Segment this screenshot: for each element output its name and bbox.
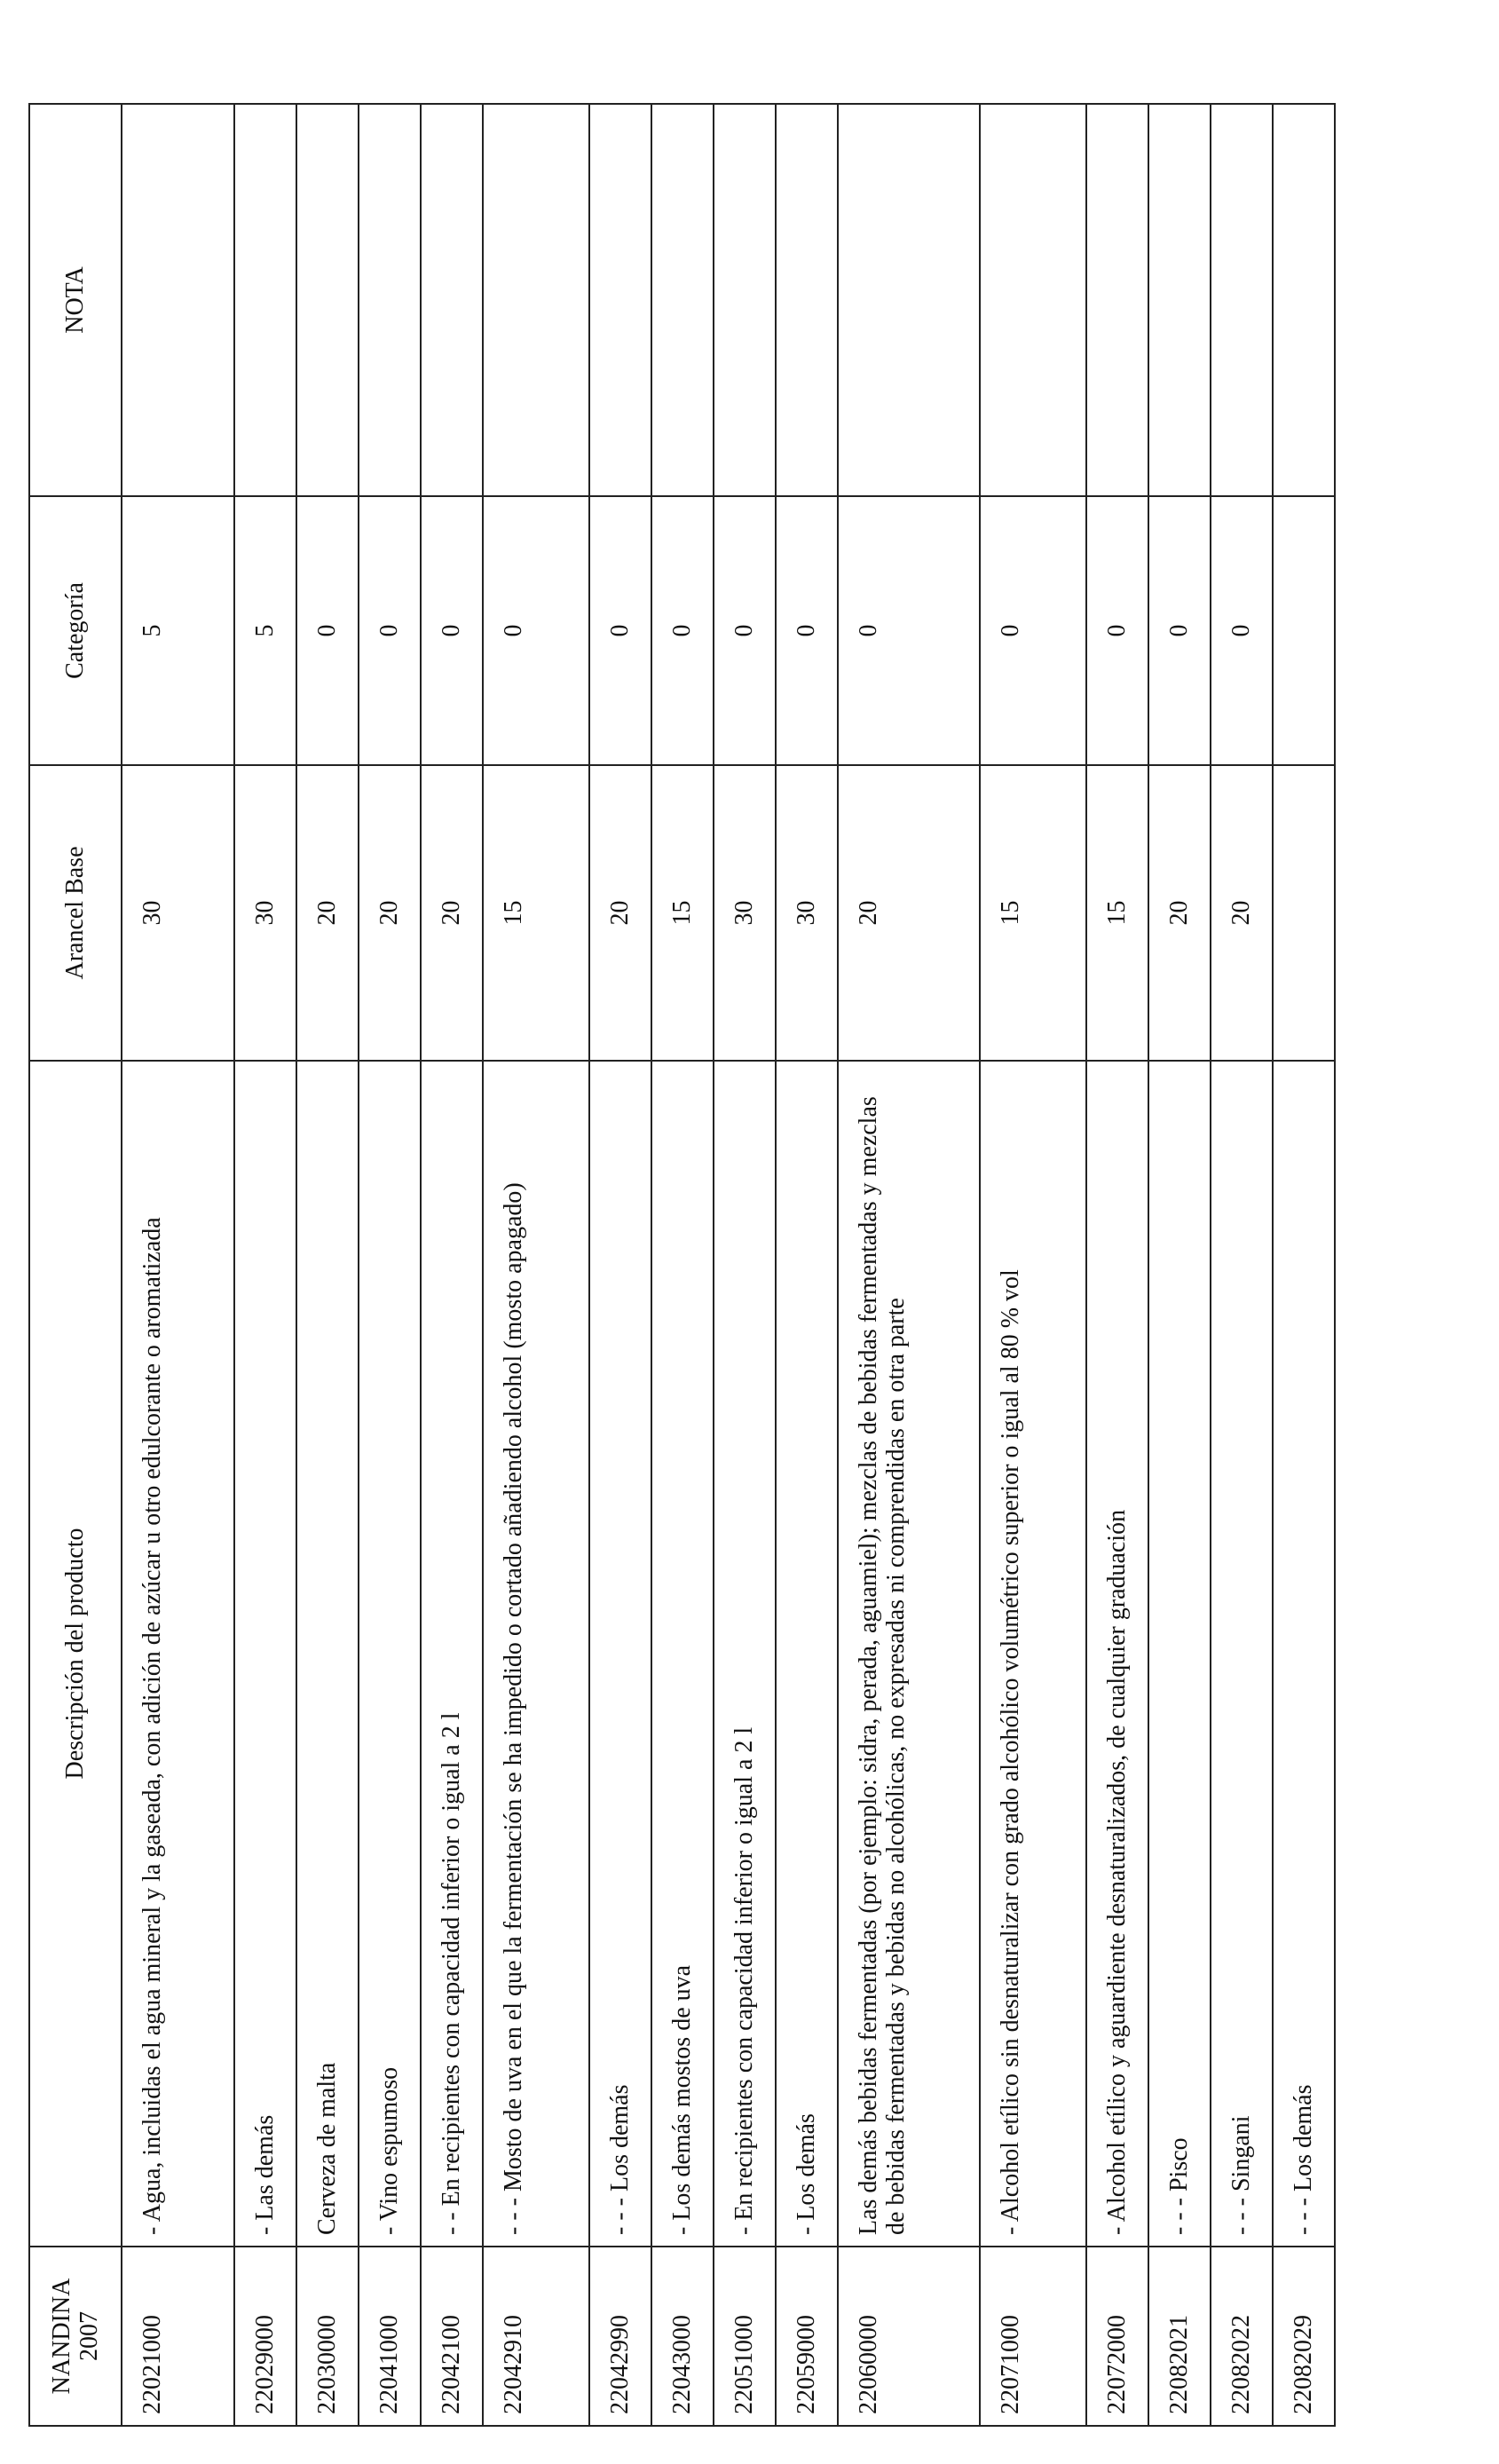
row-code: 22051000: [714, 2247, 776, 2426]
row-base-rate: 30: [122, 765, 234, 1061]
row-description: Cerveza de malta: [296, 1061, 359, 2247]
row-category: 0: [776, 496, 838, 765]
row-category: 0: [1086, 496, 1148, 765]
table-row: [1148, 104, 1211, 2426]
row-category: 0: [1148, 496, 1211, 765]
row-description: - - - Mosto de uva en el que la fermentación se ha impedido o cortado añadiendo alcohol (mosto apagado): [483, 1061, 589, 2247]
table-row: [980, 104, 1086, 2426]
row-code: 22042910: [483, 2247, 589, 2426]
tariff-table: [28, 103, 1336, 2427]
table-row: [234, 104, 296, 2426]
row-code: 22042990: [589, 2247, 651, 2426]
row-description: - - - Singani: [1211, 1061, 1273, 2247]
row-description: - Alcohol etílico y aguardiente desnaturalizados, de cualquier graduación: [1086, 1061, 1148, 2247]
row-description: - - - Los demás: [1273, 1061, 1335, 2247]
row-note: [421, 104, 483, 496]
row-code: 22042100: [421, 2247, 483, 2426]
row-category: 0: [359, 496, 421, 765]
row-description: - Los demás: [776, 1061, 838, 2247]
row-code: 22082029: [1273, 2247, 1335, 2426]
row-code: 22021000: [122, 2247, 234, 2426]
row-base-rate: 20: [1211, 765, 1273, 1061]
row-note: [980, 104, 1086, 496]
row-base-rate: 15: [1086, 765, 1148, 1061]
row-base-rate: [1273, 765, 1335, 1061]
row-category: 0: [589, 496, 651, 765]
table-row: [1086, 104, 1148, 2426]
row-category: 0: [651, 496, 714, 765]
row-note: [1148, 104, 1211, 496]
table-row: [1211, 104, 1273, 2426]
row-category: 0: [421, 496, 483, 765]
row-base-rate: 15: [483, 765, 589, 1061]
table-row: [359, 104, 421, 2426]
table-row: [122, 104, 234, 2426]
row-note: [1273, 104, 1335, 496]
row-description: - - - Los demás: [589, 1061, 651, 2247]
table-row: [296, 104, 359, 2426]
table-row: [483, 104, 589, 2426]
row-note: [122, 104, 234, 496]
row-base-rate: 20: [296, 765, 359, 1061]
row-description: - En recipientes con capacidad inferior o igual a 2 l: [714, 1061, 776, 2247]
row-base-rate: 20: [589, 765, 651, 1061]
row-base-rate: 30: [714, 765, 776, 1061]
row-category: 0: [483, 496, 589, 765]
row-code: 22043000: [651, 2247, 714, 2426]
row-category: 0: [980, 496, 1086, 765]
row-description: - Alcohol etílico sin desnaturalizar con grado alcohólico volumétrico superior o igual al 80 % vol: [980, 1061, 1086, 2247]
row-base-rate: 20: [421, 765, 483, 1061]
row-base-rate: 20: [838, 765, 980, 1061]
row-category: 0: [296, 496, 359, 765]
table-row: [651, 104, 714, 2426]
row-description: - Las demás: [234, 1061, 296, 2247]
row-code: 22072000: [1086, 2247, 1148, 2426]
row-code: 22060000: [838, 2247, 980, 2426]
table-header-row: [29, 104, 122, 2426]
row-description: - Vino espumoso: [359, 1061, 421, 2247]
header-note: NOTA: [29, 104, 122, 496]
row-base-rate: 30: [234, 765, 296, 1061]
row-description: - - - Pisco: [1148, 1061, 1211, 2247]
row-note: [359, 104, 421, 496]
row-code: 22082022: [1211, 2247, 1273, 2426]
row-base-rate: 15: [980, 765, 1086, 1061]
table-row: [1273, 104, 1335, 2426]
row-description: - Los demás mostos de uva: [651, 1061, 714, 2247]
header-base-rate: Arancel Base: [29, 765, 122, 1061]
row-note: [651, 104, 714, 496]
row-note: [838, 104, 980, 496]
row-base-rate: 20: [359, 765, 421, 1061]
row-code: 22082021: [1148, 2247, 1211, 2426]
row-note: [1211, 104, 1273, 496]
row-category: [1273, 496, 1335, 765]
row-code: 22041000: [359, 2247, 421, 2426]
row-base-rate: 30: [776, 765, 838, 1061]
header-description: Descripción del producto: [29, 1061, 122, 2247]
header-nandina: NANDINA 2007: [29, 2247, 122, 2426]
row-note: [776, 104, 838, 496]
row-category: 5: [234, 496, 296, 765]
row-note: [589, 104, 651, 496]
row-category: 0: [838, 496, 980, 765]
header-category: Categoría: [29, 496, 122, 765]
row-note: [296, 104, 359, 496]
row-code: 22029000: [234, 2247, 296, 2426]
row-description: - - En recipientes con capacidad inferior o igual a 2 l: [421, 1061, 483, 2247]
rotated-page: [28, 105, 1317, 2427]
row-code: 22030000: [296, 2247, 359, 2426]
table-row: [714, 104, 776, 2426]
table-row: [838, 104, 980, 2426]
row-category: 5: [122, 496, 234, 765]
row-note: [1086, 104, 1148, 496]
row-base-rate: 20: [1148, 765, 1211, 1061]
row-note: [714, 104, 776, 496]
row-category: 0: [1211, 496, 1273, 765]
row-description: Las demás bebidas fermentadas (por ejemplo: sidra, perada, aguamiel); mezclas de bebidas fermentadas y mezclas de bebidas fermentadas y bebidas no alcohólicas, no expresadas ni comprendidas en otra parte: [838, 1061, 980, 2247]
row-note: [483, 104, 589, 496]
table-row: [421, 104, 483, 2426]
row-note: [234, 104, 296, 496]
table-row: [776, 104, 838, 2426]
row-category: 0: [714, 496, 776, 765]
row-code: 22059000: [776, 2247, 838, 2426]
table-body: [122, 104, 1335, 2426]
table-row: [589, 104, 651, 2426]
row-code: 22071000: [980, 2247, 1086, 2426]
row-description: - Agua, incluidas el agua mineral y la gaseada, con adición de azúcar u otro edulcorante o aromatizada: [122, 1061, 234, 2247]
row-base-rate: 15: [651, 765, 714, 1061]
